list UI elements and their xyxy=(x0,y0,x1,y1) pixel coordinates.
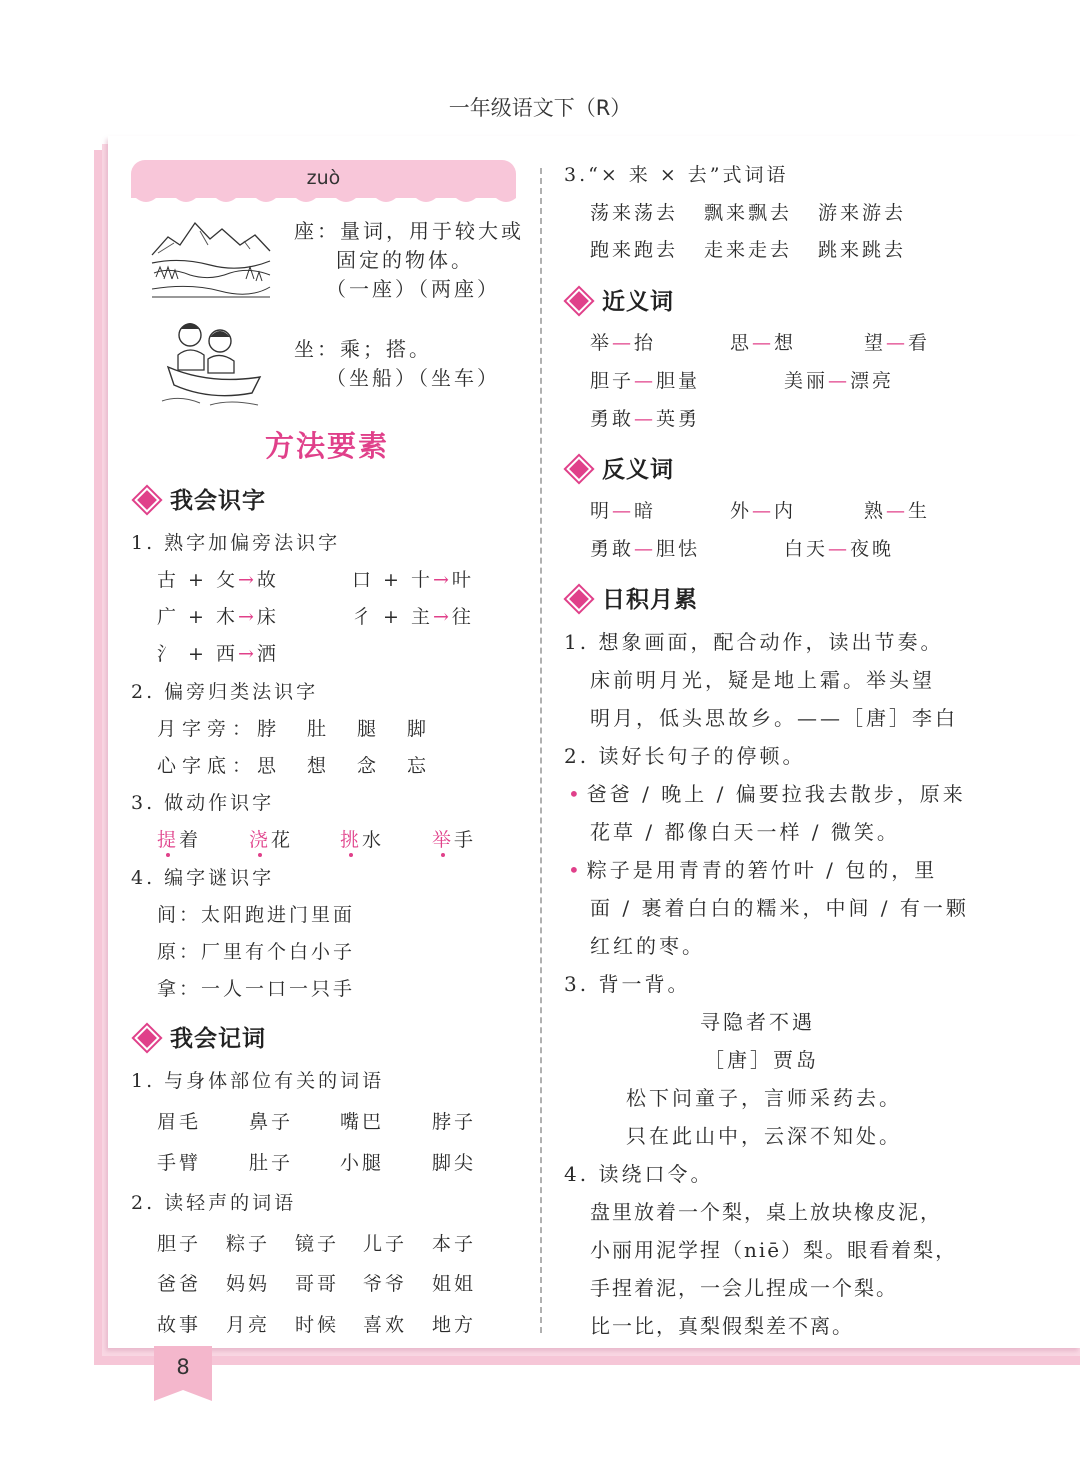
heading-jici: 我会记词 xyxy=(132,1020,266,1053)
banner-wave xyxy=(131,194,516,206)
word-cell: 胆子 xyxy=(157,1233,202,1255)
tongue-twister-line: 盘里放着一个梨，桌上放块橡皮泥， xyxy=(590,1200,942,1224)
synonym-pair: 望—看 xyxy=(864,332,931,354)
shizi-item-2: 2. 偏旁归类法识字 xyxy=(131,681,319,703)
mountain-illustration xyxy=(150,215,272,300)
diamond-icon xyxy=(566,288,591,313)
page-number: 8 xyxy=(176,1355,190,1379)
accumulate-item-2: 2. 读好长句子的停顿。 xyxy=(564,744,806,768)
antonym-pair: 明—暗 xyxy=(590,500,657,522)
synonym-pair: 美丽—漂亮 xyxy=(784,370,895,392)
def-zuo-examples: （一座）（两座） xyxy=(326,277,500,301)
radical-group-xin: 心字底：思 想 念 忘 xyxy=(157,755,433,777)
diamond-icon xyxy=(134,487,159,512)
poem-line: 只在此山中，云深不知处。 xyxy=(626,1124,902,1148)
arrow-icon: → xyxy=(433,569,452,591)
word-cell: 眉毛 xyxy=(157,1111,202,1133)
diamond-icon xyxy=(134,1025,159,1050)
riddle-line: 原：厂里有个白小子 xyxy=(157,941,356,963)
word-cell: 爸爸 xyxy=(157,1273,202,1295)
jici-item-2: 2. 读轻声的词语 xyxy=(131,1192,297,1214)
running-head: 一年级语文下（R） xyxy=(448,96,632,120)
antonym-pair: 白天—夜晚 xyxy=(784,538,895,560)
action-word: 举手 xyxy=(432,829,477,851)
def-zuo-measure-word: 座：量词，用于较大或 xyxy=(294,219,524,243)
synonym-pair: 思—想 xyxy=(730,332,797,354)
section-title: 方法要素 xyxy=(265,429,390,463)
heading-shizi: 我会识字 xyxy=(132,482,266,515)
tongue-twister-line: 小丽用泥学捏（niē）梨。眼看着梨， xyxy=(590,1238,958,1262)
word-cell: 喜欢 xyxy=(363,1314,408,1336)
antonym-pair: 勇敢—胆怯 xyxy=(590,538,701,560)
riddle-line: 间：太阳跑进门里面 xyxy=(157,904,356,926)
synonym-pair: 举—抬 xyxy=(590,332,657,354)
word-cell: 手臂 xyxy=(157,1152,202,1174)
word-cell: 儿子 xyxy=(363,1233,408,1255)
word-cell: 游来游去 xyxy=(818,202,907,224)
word-cell: 月亮 xyxy=(226,1314,271,1336)
def-zuo-measure-word-cont: 固定的物体。 xyxy=(336,248,474,272)
shizi-item-4: 4. 编字谜识字 xyxy=(131,867,275,889)
riddle-line: 拿：一人一口一只手 xyxy=(157,978,356,1000)
radical-row: 古 + 攵→故 xyxy=(157,569,279,591)
word-cell: 飘来飘去 xyxy=(704,202,793,224)
action-word: 提着 xyxy=(157,829,202,851)
antonym-pair: 熟—生 xyxy=(864,500,931,522)
shizi-item-3: 3. 做动作识字 xyxy=(131,792,275,814)
word-cell: 鼻子 xyxy=(249,1111,294,1133)
sentence-line: 面 / 裹着白白的糯米，中间 / 有一颗 xyxy=(590,896,969,920)
word-cell: 肚子 xyxy=(249,1152,294,1174)
radical-row: 彳 + 主→往 xyxy=(352,606,474,628)
poem-author: ［唐］贾岛 xyxy=(704,1048,819,1072)
word-cell: 脖子 xyxy=(432,1111,477,1133)
diamond-icon xyxy=(566,456,591,481)
accumulate-item-1: 1. 想象画面，配合动作，读出节奏。 xyxy=(564,630,944,654)
pinyin-banner: zuò xyxy=(131,160,516,198)
word-cell: 走来走去 xyxy=(704,239,793,261)
sentence-line: 花草 / 都像白天一样 / 微笑。 xyxy=(590,820,900,844)
heading-fanyi: 反义词 xyxy=(564,451,674,484)
word-cell: 脚尖 xyxy=(432,1152,477,1174)
word-cell: 故事 xyxy=(157,1314,202,1336)
tongue-twister-line: 比一比，真梨假梨差不离。 xyxy=(590,1314,854,1338)
poem-title: 寻隐者不遇 xyxy=(700,1010,815,1034)
def-zuo-ride: 坐：乘；搭。 xyxy=(294,337,432,361)
jici-item-1: 1. 与身体部位有关的词语 xyxy=(131,1070,385,1092)
radical-row: 氵 + 西→洒 xyxy=(157,643,279,665)
boat-illustration xyxy=(160,315,265,410)
word-cell: 小腿 xyxy=(340,1152,385,1174)
arrow-icon: → xyxy=(238,606,257,628)
heading-jinyi: 近义词 xyxy=(564,283,674,316)
sentence-bullet: • 粽子是用青青的箬竹叶 / 包的，里 xyxy=(568,858,938,882)
word-cell: 荡来荡去 xyxy=(590,202,679,224)
arrow-icon: → xyxy=(433,606,452,628)
poem-line: 明月，低头思故乡。——［唐］李白 xyxy=(590,706,958,730)
radical-group-yue: 月字旁：脖 肚 腿 脚 xyxy=(157,718,433,740)
column-divider xyxy=(540,168,542,1333)
word-cell: 本子 xyxy=(432,1233,477,1255)
bullet-icon: • xyxy=(568,858,583,882)
word-cell: 时候 xyxy=(295,1314,340,1336)
word-cell: 跑来跑去 xyxy=(590,239,679,261)
word-cell: 镜子 xyxy=(295,1233,340,1255)
radical-row: 口 + 十→叶 xyxy=(352,569,474,591)
action-word: 浇花 xyxy=(249,829,294,851)
word-cell: 粽子 xyxy=(226,1233,271,1255)
def-zuo-ride-examples: （坐船）（坐车） xyxy=(326,366,500,390)
word-cell: 地方 xyxy=(432,1314,477,1336)
word-cell: 哥哥 xyxy=(295,1273,340,1295)
word-cell: 嘴巴 xyxy=(340,1111,385,1133)
arrow-icon: → xyxy=(238,643,257,665)
synonym-pair: 勇敢—英勇 xyxy=(590,408,701,430)
heading-rijiyuelei: 日积月累 xyxy=(564,581,698,614)
antonym-pair: 外—内 xyxy=(730,500,797,522)
bullet-icon: • xyxy=(568,782,583,806)
word-pattern-item-3: 3.“× 来 × 去”式词语 xyxy=(564,164,789,186)
accumulate-item-3: 3. 背一背。 xyxy=(564,972,691,996)
diamond-icon xyxy=(566,586,591,611)
tongue-twister-line: 手捏着泥，一会儿捏成一个梨。 xyxy=(590,1276,898,1300)
sentence-bullet: • 爸爸 / 晚上 / 偏要拉我去散步，原来 xyxy=(568,782,966,806)
accumulate-item-4: 4. 读绕口令。 xyxy=(564,1162,714,1186)
word-cell: 跳来跳去 xyxy=(818,239,907,261)
shizi-item-1: 1. 熟字加偏旁法识字 xyxy=(131,532,341,554)
action-word: 挑水 xyxy=(340,829,385,851)
word-cell: 妈妈 xyxy=(226,1273,271,1295)
poem-line: 松下问童子，言师采药去。 xyxy=(626,1086,902,1110)
arrow-icon: → xyxy=(238,569,257,591)
radical-row: 广 + 木→床 xyxy=(157,606,279,628)
synonym-pair: 胆子—胆量 xyxy=(590,370,701,392)
word-cell: 姐姐 xyxy=(432,1273,477,1295)
word-cell: 爷爷 xyxy=(363,1273,408,1295)
sentence-line: 红红的枣。 xyxy=(590,934,705,958)
poem-line: 床前明月光，疑是地上霜。举头望 xyxy=(590,668,935,692)
